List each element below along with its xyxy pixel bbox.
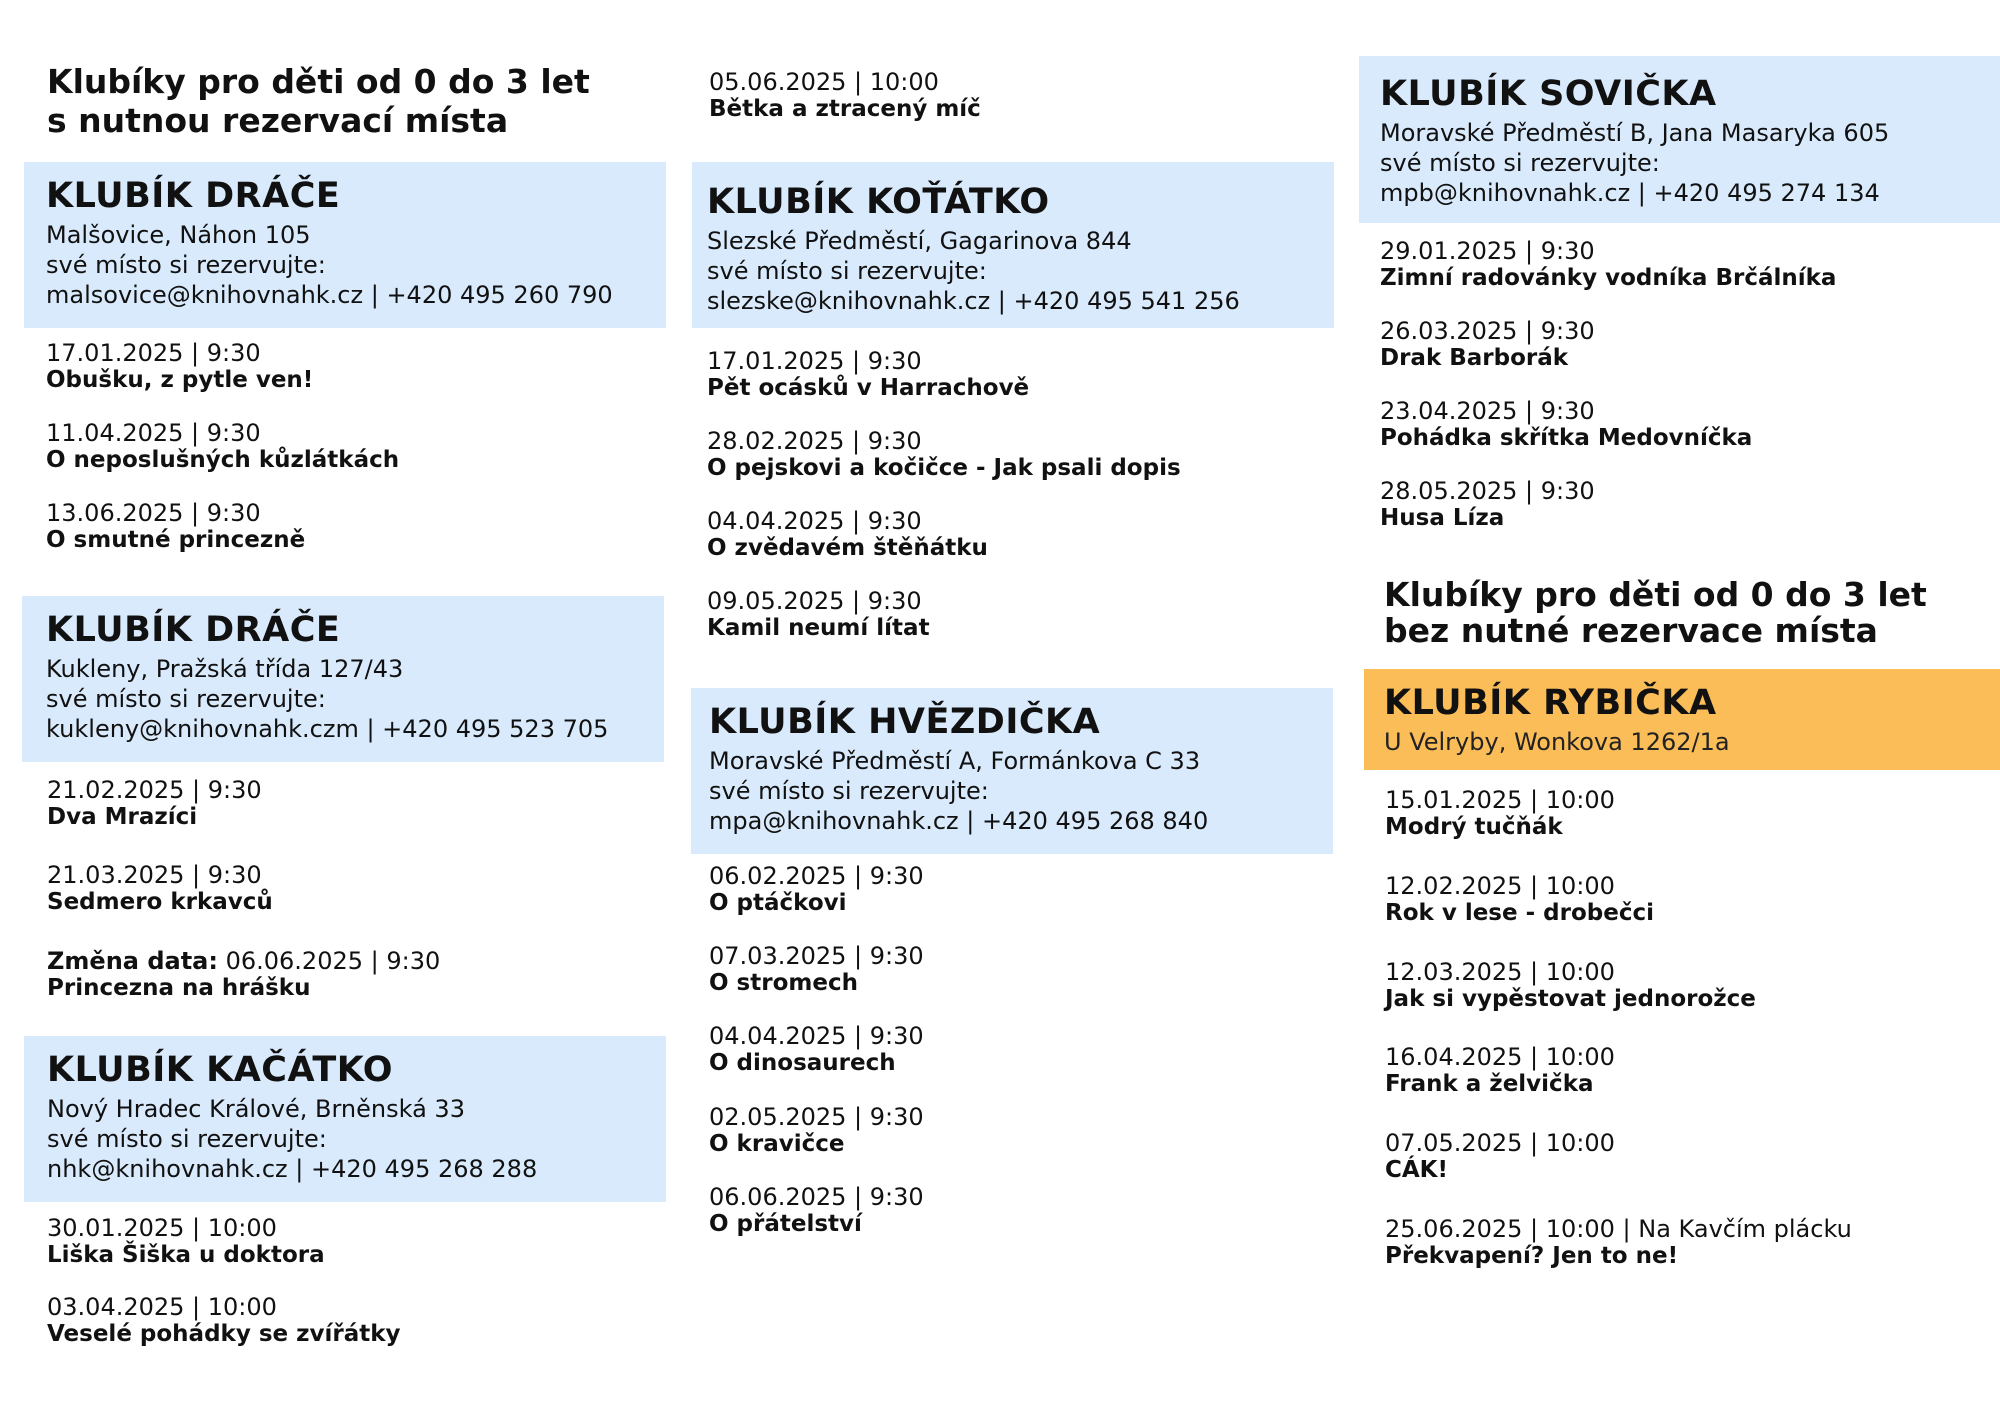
event-title: O smutné princezně — [46, 527, 306, 553]
event-title: Modrý tučňák — [1385, 814, 1563, 840]
event-date: 05.06.2025 | 10:00 — [709, 68, 939, 96]
event-item — [707, 507, 988, 562]
event-item — [46, 419, 399, 474]
club-name: KLUBÍK KAČÁTKO — [47, 1050, 394, 1090]
event-item — [709, 862, 924, 917]
club-name: KLUBÍK HVĚZDIČKA — [709, 702, 1101, 742]
reserve-label: své místo si rezervujte: — [707, 257, 987, 285]
event-item — [1380, 317, 1595, 372]
event-item — [709, 68, 981, 123]
event-item — [47, 1214, 325, 1269]
reserve-label: své místo si rezervujte: — [1380, 149, 1660, 177]
event-title: Liška Šiška u doktora — [47, 1242, 325, 1268]
event-title: O přátelství — [709, 1211, 862, 1237]
event-title: Husa Líza — [1380, 505, 1505, 531]
event-title: O zvědavém štěňátku — [707, 535, 988, 561]
event-date: 07.05.2025 | 10:00 — [1385, 1129, 1615, 1157]
event-date: 29.01.2025 | 9:30 — [1380, 237, 1595, 265]
event-title: O kravičce — [709, 1131, 845, 1157]
club-contact[interactable]: mpb@knihovnahk.cz | +420 495 274 134 — [1380, 179, 1880, 207]
event-date: 13.06.2025 | 9:30 — [46, 499, 261, 527]
heading-reserved — [47, 62, 590, 140]
club-address: U Velryby, Wonkova 1262/1a — [1384, 728, 1730, 756]
event-title: Jak si vypěstovat jednorožce — [1385, 986, 1756, 1012]
event-item — [1385, 1129, 1615, 1184]
event-date: 04.04.2025 | 9:30 — [707, 507, 922, 535]
reserve-label: své místo si rezervujte: — [709, 777, 989, 805]
event-date: 25.06.2025 | 10:00 | Na Kavčím plácku — [1385, 1215, 1852, 1243]
event-title: Rok v lese - drobečci — [1385, 900, 1654, 926]
club-address: Moravské Předměstí B, Jana Masaryka 605 — [1380, 119, 1890, 147]
event-date: 23.04.2025 | 9:30 — [1380, 397, 1595, 425]
event-item — [1385, 1043, 1615, 1098]
event-title: Kamil neumí lítat — [707, 615, 930, 641]
event-title: Drak Barborák — [1380, 345, 1569, 371]
club-card-rybicka — [1364, 669, 2000, 770]
event-item — [709, 942, 924, 997]
heading-free-line-1: Klubíky pro děti od 0 do 3 let — [1384, 575, 1927, 614]
heading-free — [1384, 577, 1927, 649]
event-item — [1380, 237, 1836, 292]
club-address: Moravské Předměstí A, Formánkova C 33 — [709, 747, 1201, 775]
event-title: O stromech — [709, 970, 858, 996]
event-item — [47, 1293, 401, 1348]
event-title: O ptáčkovi — [709, 890, 847, 916]
event-date: 04.04.2025 | 9:30 — [709, 1022, 924, 1050]
club-address: Kukleny, Pražská třída 127/43 — [46, 655, 404, 683]
event-title: Veselé pohádky se zvířátky — [47, 1321, 401, 1347]
event-date: 11.04.2025 | 9:30 — [46, 419, 261, 447]
event-date: 06.06.2025 | 9:30 — [709, 1183, 924, 1211]
club-card-drace-kukleny — [22, 596, 664, 762]
club-contact[interactable]: malsovice@knihovnahk.cz | +420 495 260 790 — [46, 281, 613, 309]
event-date: 09.05.2025 | 9:30 — [707, 587, 922, 615]
event-date: 03.04.2025 | 10:00 — [47, 1293, 277, 1321]
heading-free-line-2: bez nutné rezervace místa — [1384, 611, 1878, 650]
event-item — [46, 339, 313, 394]
club-name: KLUBÍK KOŤÁTKO — [707, 182, 1050, 222]
club-card-sovicka — [1359, 56, 2000, 223]
club-name: KLUBÍK RYBIČKA — [1384, 683, 1717, 723]
event-item — [1385, 872, 1654, 927]
event-title: Frank a želvička — [1385, 1071, 1594, 1097]
event-date: 17.01.2025 | 9:30 — [707, 347, 922, 375]
date-change-label: Změna data: — [47, 947, 218, 975]
event-item — [709, 1183, 924, 1238]
event-title: O dinosaurech — [709, 1050, 896, 1076]
event-item — [1385, 958, 1756, 1013]
event-title: Pohádka skřítka Medovníčka — [1380, 425, 1753, 451]
event-item — [47, 947, 440, 1002]
club-contact[interactable]: slezske@knihovnahk.cz | +420 495 541 256 — [707, 287, 1240, 315]
event-date: 26.03.2025 | 9:30 — [1380, 317, 1595, 345]
event-title: Sedmero krkavců — [47, 889, 273, 915]
event-date: 02.05.2025 | 9:30 — [709, 1103, 924, 1131]
event-date: 28.02.2025 | 9:30 — [707, 427, 922, 455]
heading-reserved-line-1: Klubíky pro děti od 0 do 3 let — [47, 62, 590, 101]
club-card-drace-malsovice — [24, 162, 666, 328]
event-date: 12.03.2025 | 10:00 — [1385, 958, 1615, 986]
event-title: Bětka a ztracený míč — [709, 96, 981, 122]
heading-reserved-line-2: s nutnou rezervací místa — [47, 101, 509, 140]
event-item — [709, 1103, 924, 1158]
club-name: KLUBÍK DRÁČE — [46, 176, 341, 216]
event-item — [707, 347, 1029, 402]
event-item — [47, 776, 262, 831]
event-date — [47, 947, 440, 975]
event-date: 17.01.2025 | 9:30 — [46, 339, 261, 367]
event-title: O pejskovi a kočičce - Jak psali dopis — [707, 455, 1181, 481]
event-title: Překvapení? Jen to ne! — [1385, 1243, 1679, 1269]
event-item — [1380, 397, 1752, 452]
club-contact[interactable]: kukleny@knihovnahk.czm | +420 495 523 705 — [46, 715, 609, 743]
event-title: Princezna na hrášku — [47, 975, 311, 1001]
event-date: 28.05.2025 | 9:30 — [1380, 477, 1595, 505]
club-address: Malšovice, Náhon 105 — [46, 221, 311, 249]
event-item — [1385, 1215, 1852, 1270]
event-item — [46, 499, 305, 554]
event-item — [1380, 477, 1595, 532]
event-date: 30.01.2025 | 10:00 — [47, 1214, 277, 1242]
club-address: Slezské Předměstí, Gagarinova 844 — [707, 227, 1132, 255]
event-title: Zimní radovánky vodníka Brčálníka — [1380, 265, 1837, 291]
club-card-kotatko — [692, 162, 1334, 328]
event-title: O neposlušných kůzlátkách — [46, 447, 400, 473]
club-address: Nový Hradec Králové, Brněnská 33 — [47, 1095, 465, 1123]
event-title: Dva Mrazíci — [47, 804, 198, 830]
club-contact[interactable]: nhk@knihovnahk.cz | +420 495 268 288 — [47, 1155, 538, 1183]
reserve-label: své místo si rezervujte: — [47, 1125, 327, 1153]
event-date: 06.02.2025 | 9:30 — [709, 862, 924, 890]
event-title: Pět ocásků v Harrachově — [707, 375, 1030, 401]
club-card-hvezdicka — [691, 688, 1333, 854]
event-title: Obušku, z pytle ven! — [46, 367, 314, 393]
event-date: 12.02.2025 | 10:00 — [1385, 872, 1615, 900]
reserve-label: své místo si rezervujte: — [46, 685, 326, 713]
event-date: 15.01.2025 | 10:00 — [1385, 786, 1615, 814]
club-card-kacatko — [24, 1036, 666, 1202]
event-title: CÁK! — [1385, 1157, 1448, 1183]
event-item — [47, 861, 273, 916]
event-item — [707, 587, 930, 642]
event-date: 16.04.2025 | 10:00 — [1385, 1043, 1615, 1071]
reserve-label: své místo si rezervujte: — [46, 251, 326, 279]
event-item — [709, 1022, 924, 1077]
club-name: KLUBÍK SOVIČKA — [1380, 74, 1717, 114]
club-contact[interactable]: mpa@knihovnahk.cz | +420 495 268 840 — [709, 807, 1209, 835]
event-item — [1385, 786, 1615, 841]
event-date: 07.03.2025 | 9:30 — [709, 942, 924, 970]
event-date-value: 06.06.2025 | 9:30 — [217, 947, 441, 975]
event-date: 21.03.2025 | 9:30 — [47, 861, 262, 889]
event-item — [707, 427, 1181, 482]
club-name: KLUBÍK DRÁČE — [46, 610, 341, 650]
event-date: 21.02.2025 | 9:30 — [47, 776, 262, 804]
